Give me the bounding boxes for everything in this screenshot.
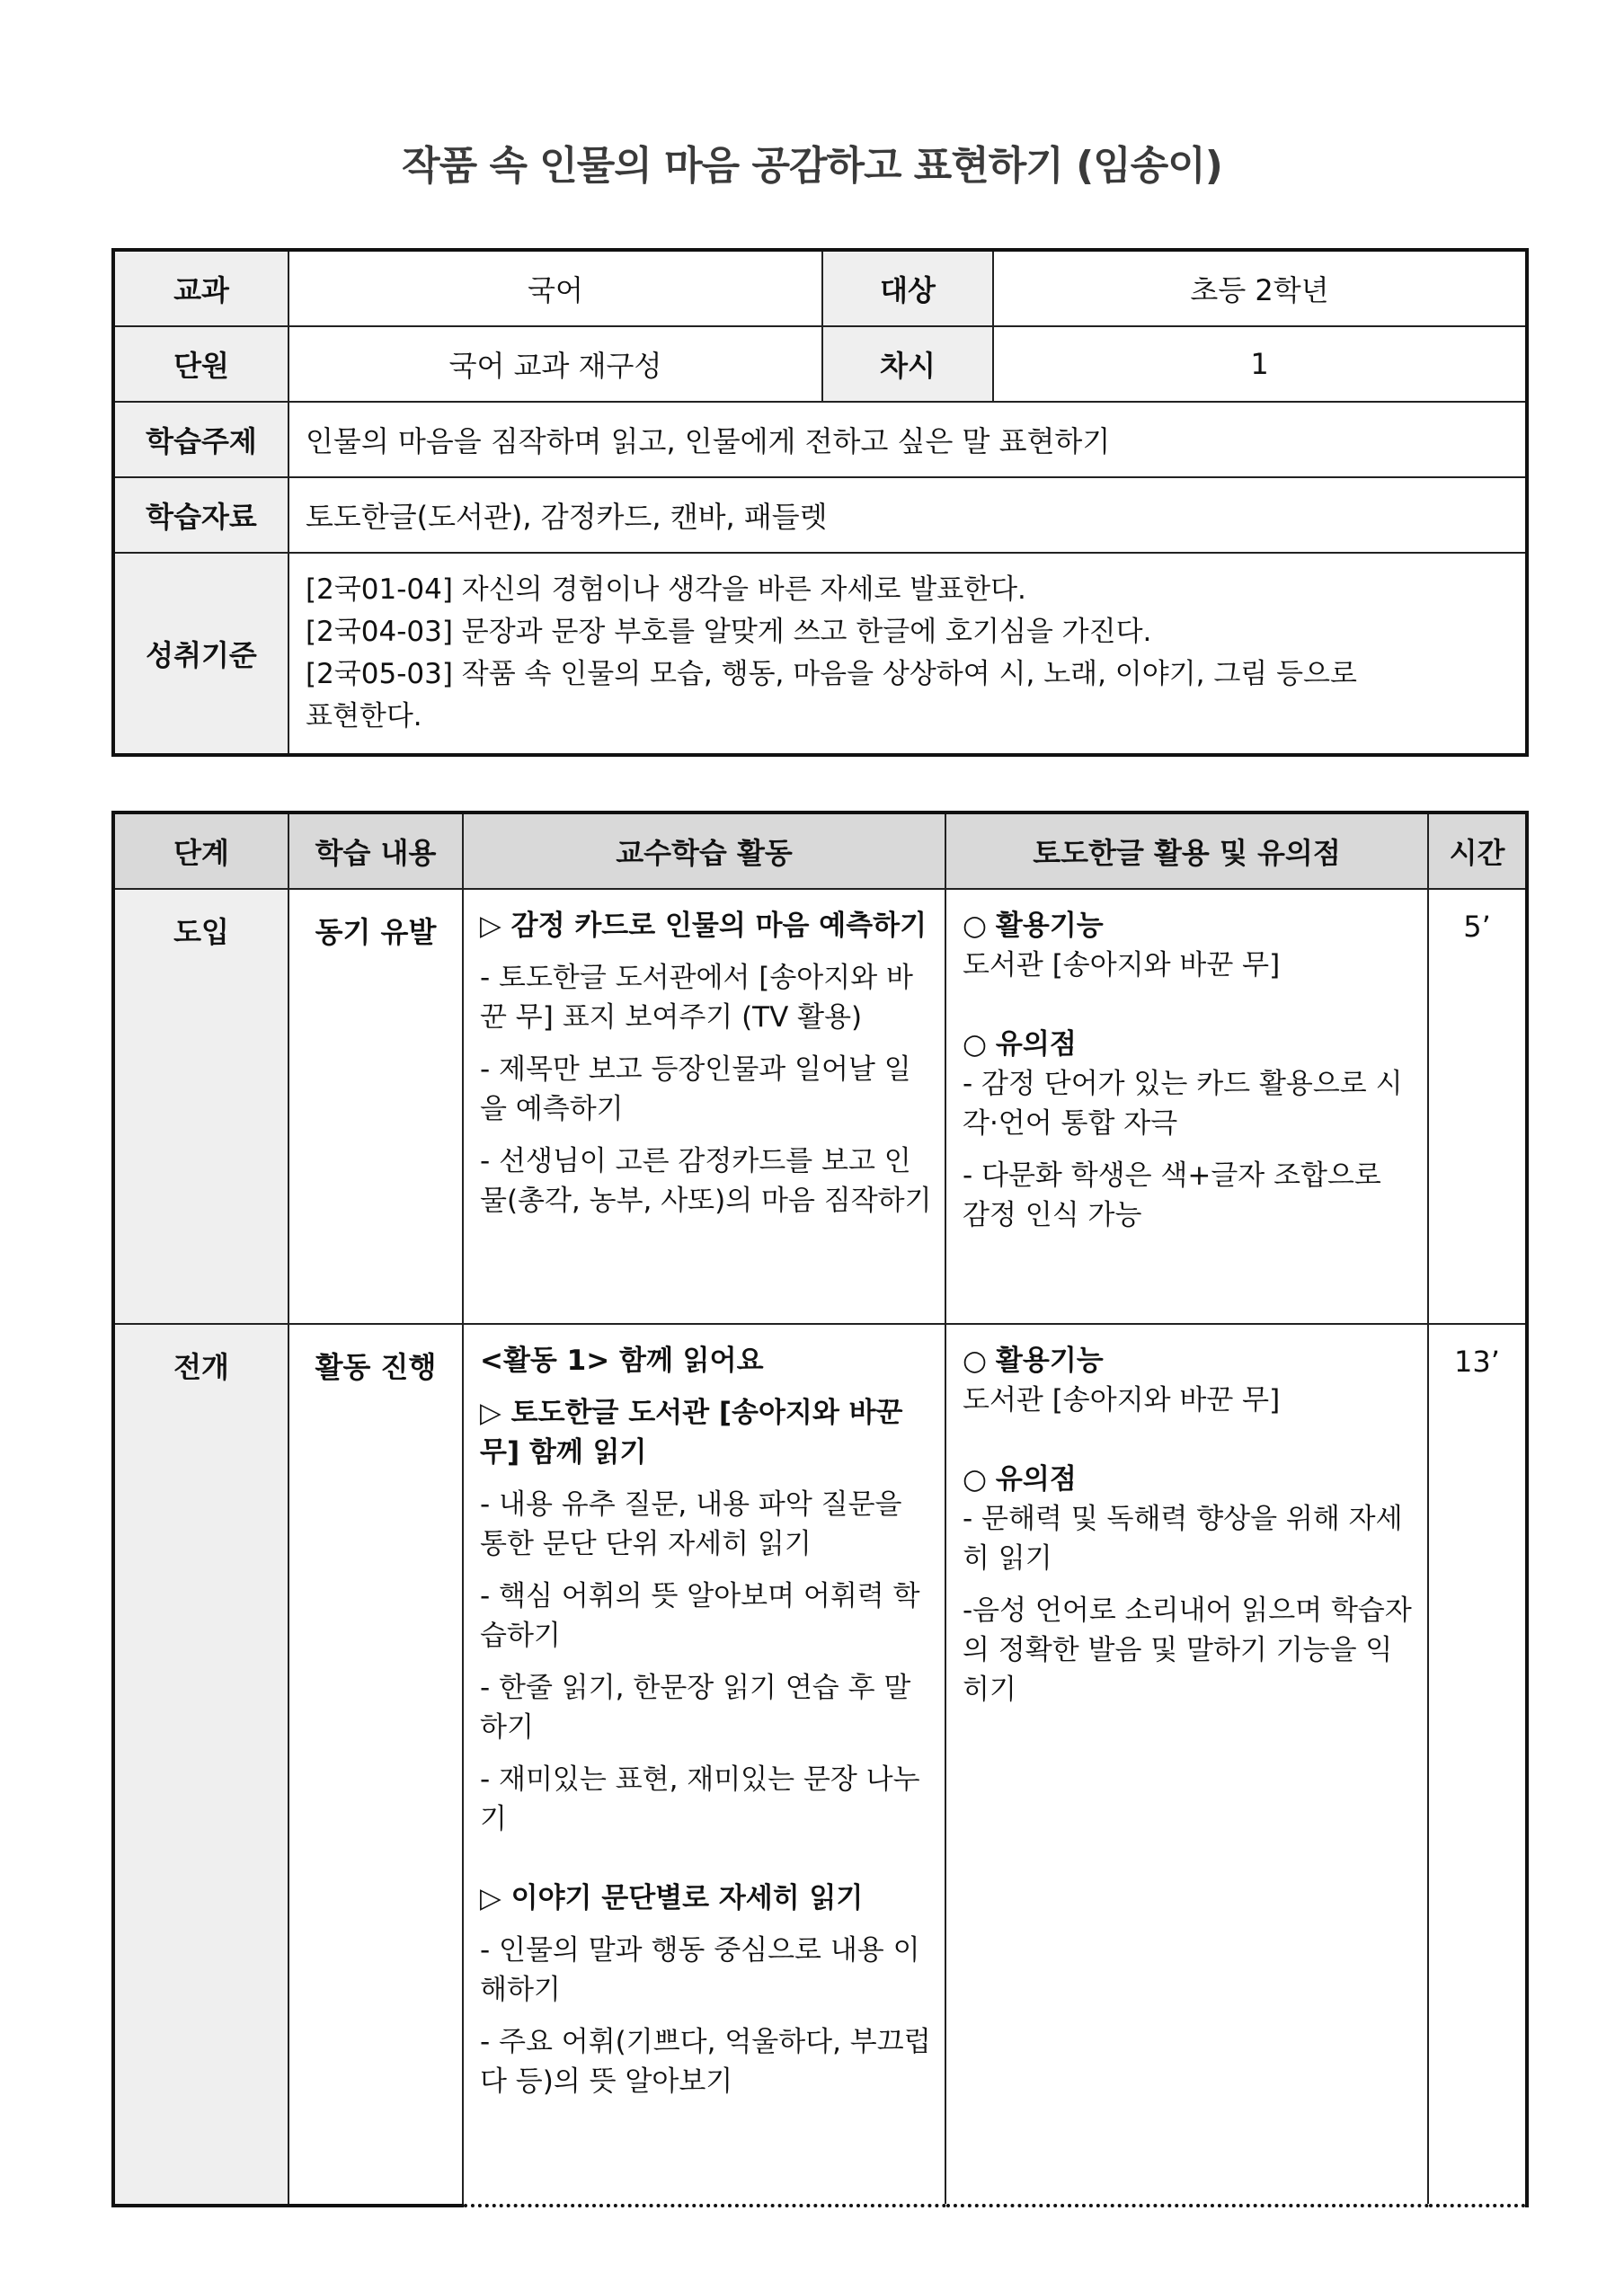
activity-item: - 인물의 말과 행동 중심으로 내용 이해하기 — [480, 1934, 920, 2006]
unit-value: 국어 교과 재구성 — [288, 326, 822, 402]
activity-heading — [480, 1878, 932, 1918]
activity-item: - 선생님이 고른 감정카드를 보고 인물(총각, 농부, 사또)의 마음 짐작하기 — [480, 1145, 932, 1217]
plan-row-intro — [113, 889, 1527, 1324]
activity-item: - 핵심 어휘의 뜻 알아보며 어휘력 학습하기 — [480, 1580, 920, 1652]
triangle-icon: ▷ — [480, 1397, 501, 1429]
feature-heading — [963, 1341, 1415, 1381]
info-row-subject — [113, 250, 1527, 326]
time-cell: 13’ — [1428, 1324, 1527, 2206]
plan-header-row — [113, 813, 1527, 889]
info-row-topic — [113, 402, 1527, 477]
circle-icon: ○ — [963, 1345, 988, 1377]
time-cell: 5’ — [1428, 889, 1527, 1324]
activity-item: - 제목만 보고 등장인물과 일어날 일을 예측하기 — [480, 1053, 911, 1125]
activity-heading — [480, 906, 932, 946]
standards-value — [288, 553, 1527, 755]
triangle-icon: ▷ — [480, 910, 501, 942]
step-cell: 도입 — [113, 889, 288, 1324]
activity-item: - 토도한글 도서관에서 [송아지와 바꾼 무] 표지 보여주기 (TV 활용) — [480, 962, 913, 1034]
activity-title: <활동 1> 함께 읽어요 — [480, 1345, 764, 1377]
materials-value: 토도한글(도서관), 감정카드, 캔바, 패들렛 — [288, 477, 1527, 553]
header-time: 시간 — [1428, 813, 1527, 889]
tool-cell — [945, 1324, 1428, 2206]
activity-item: - 내용 유추 질문, 내용 파악 질문을 통한 문단 단위 자세히 읽기 — [480, 1488, 902, 1560]
step-cell: 전개 — [113, 1324, 288, 2206]
caution-label: 유의점 — [995, 1463, 1077, 1496]
circle-icon: ○ — [963, 910, 988, 942]
header-activity: 교수학습 활동 — [463, 813, 945, 889]
topic-label: 학습주제 — [113, 402, 288, 477]
info-row-materials — [113, 477, 1527, 553]
feature-value: 도서관 [송아지와 바꾼 무] — [963, 1384, 1281, 1416]
subject-label: 교과 — [113, 250, 288, 326]
subject-value: 국어 — [288, 250, 822, 326]
caution-item: - 문해력 및 독해력 향상을 위해 자세히 읽기 — [963, 1503, 1403, 1575]
lesson-info-table — [111, 248, 1529, 757]
standard-line: 표현한다. — [306, 700, 422, 733]
topic-value: 인물의 마음을 짐작하며 읽고, 인물에게 전하고 싶은 말 표현하기 — [288, 402, 1527, 477]
unit-label: 단원 — [113, 326, 288, 402]
caution-item: - 감정 단어가 있는 카드 활용으로 시각·언어 통합 자극 — [963, 1068, 1403, 1140]
info-row-unit — [113, 326, 1527, 402]
plan-row-development — [113, 1324, 1527, 2206]
caution-heading — [963, 1460, 1415, 1499]
caution-item: -음성 언어로 소리내어 읽으며 학습자의 정확한 발음 및 말하기 기능을 익히기 — [963, 1594, 1412, 1706]
header-step: 단계 — [113, 813, 288, 889]
standard-line: [2국05-03] 작품 속 인물의 모습, 행동, 마음을 상상하여 시, 노래, 이야기, 그림 등으로 — [306, 658, 1357, 690]
activity-heading-text: 토도한글 도서관 [송아지와 바꾼 무] 함께 읽기 — [480, 1397, 903, 1469]
caution-item: - 다문화 학생은 색+글자 조합으로 감정 인식 가능 — [963, 1159, 1381, 1231]
header-tool: 토도한글 활용 및 유의점 — [945, 813, 1428, 889]
activity-cell — [463, 889, 945, 1324]
activity-item: - 재미있는 표현, 재미있는 문장 나누기 — [480, 1763, 920, 1835]
feature-label: 활용기능 — [995, 910, 1104, 942]
content-cell: 동기 유발 — [288, 889, 463, 1324]
info-row-standards — [113, 553, 1527, 755]
page-title: 작품 속 인물의 마음 공감하고 표현하기 (임송이) — [402, 143, 1222, 189]
activity-heading-text: 감정 카드로 인물의 마음 예측하기 — [510, 910, 927, 942]
feature-value: 도서관 [송아지와 바꾼 무] — [963, 949, 1281, 981]
standard-line: [2국04-03] 문장과 문장 부호를 알맞게 쓰고 한글에 호기심을 가진다. — [306, 616, 1152, 648]
target-label: 대상 — [822, 250, 993, 326]
circle-icon: ○ — [963, 1463, 988, 1496]
header-content: 학습 내용 — [288, 813, 463, 889]
content-cell: 활동 진행 — [288, 1324, 463, 2206]
circle-icon: ○ — [963, 1028, 988, 1061]
session-label: 차시 — [822, 326, 993, 402]
caution-label: 유의점 — [995, 1028, 1077, 1061]
activity-cell — [463, 1324, 945, 2206]
activity-heading — [480, 1393, 932, 1472]
caution-heading — [963, 1025, 1415, 1064]
session-value: 1 — [993, 326, 1527, 402]
feature-heading — [963, 906, 1415, 946]
feature-label: 활용기능 — [995, 1345, 1104, 1377]
lesson-plan-table — [111, 811, 1529, 2207]
activity-heading-text: 이야기 문단별로 자세히 읽기 — [510, 1882, 864, 1914]
standards-label: 성취기준 — [113, 553, 288, 755]
triangle-icon: ▷ — [480, 1882, 501, 1914]
tool-cell — [945, 889, 1428, 1324]
materials-label: 학습자료 — [113, 477, 288, 553]
activity-item: - 주요 어휘(기쁘다, 억울하다, 부끄럽다 등)의 뜻 알아보기 — [480, 2026, 931, 2098]
target-value: 초등 2학년 — [993, 250, 1527, 326]
activity-item: - 한줄 읽기, 한문장 읽기 연습 후 말하기 — [480, 1672, 911, 1744]
standard-line: [2국01-04] 자신의 경험이나 생각을 바른 자세로 발표한다. — [306, 573, 1026, 606]
